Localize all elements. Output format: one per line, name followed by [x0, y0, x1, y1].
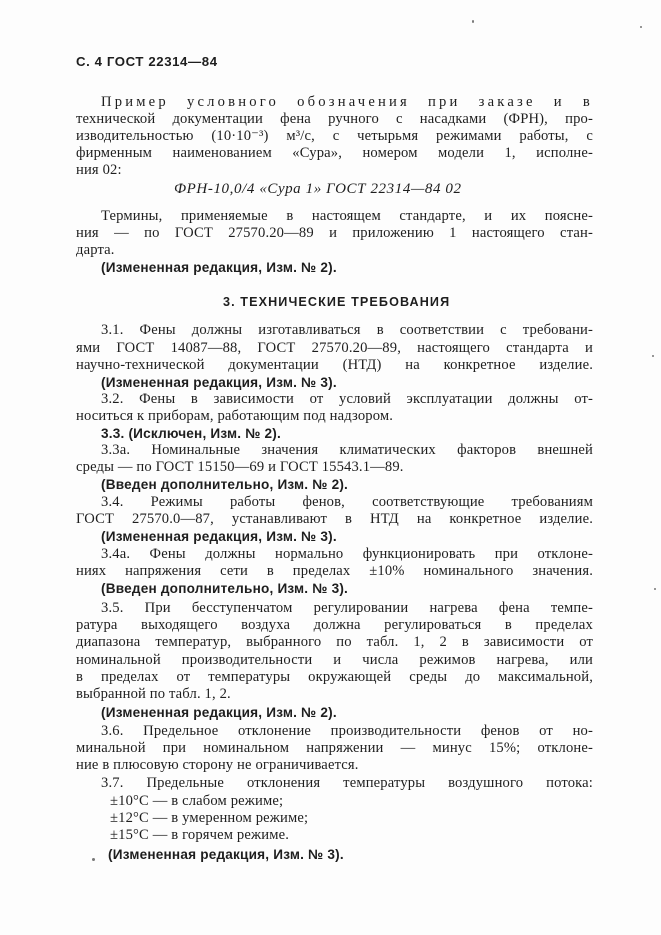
- p3-3a-line-2: среды — по ГОСТ 15150—69 и ГОСТ 15543.1—89.: [76, 459, 404, 475]
- p3-1-note: (Измененная редакция, Изм. № 3).: [101, 375, 337, 390]
- example-line-4: фирменным наименованием «Сура», номером модели 1, исполне-: [76, 145, 593, 161]
- p3-5-line-6: выбранной по табл. 1, 2.: [76, 686, 231, 702]
- p3-7-item-2: ±12°С — в умеренном режиме;: [110, 810, 309, 826]
- terms-line-3: дарта.: [76, 242, 115, 258]
- scan-speck: [92, 858, 95, 861]
- p3-4-line-2: ГОСТ 27570.0—87, устанавливают в НТД на конкретное изделие.: [76, 511, 593, 527]
- p3-4-note: (Измененная редакция, Изм. № 3).: [101, 529, 337, 544]
- p3-3a-line-1: 3.3а. Номинальные значения климатических факторов внешней: [101, 442, 593, 458]
- terms-line-2: ния — по ГОСТ 27570.20—89 и приложению 1 настоящего стан-: [76, 225, 593, 241]
- p3-4-line-1: 3.4. Режимы работы фенов, соответствующие требованиям: [101, 494, 593, 510]
- p3-7-note: (Измененная редакция, Изм. № 3).: [108, 847, 344, 862]
- p3-5-line-2: ратура выходящего воздуха должна регулироваться в пределах: [76, 617, 593, 633]
- p3-2-line-1: 3.2. Фены в зависимости от условий эксплуатации должны от-: [101, 391, 593, 407]
- example-line-1: Пример условного обозначения при заказе и в: [101, 94, 593, 110]
- p3-1-line-1: 3.1. Фены должны изготавливаться в соответствии с требовани-: [101, 322, 593, 338]
- example-line-3: изводительностью (10·10⁻³) м³/с, с четырьмя режимами работы, с: [76, 128, 593, 144]
- p3-2-line-2: носиться к приборам, работающим под надзором.: [76, 408, 394, 424]
- terms-line-1: Термины, применяемые в настоящем стандарте, и их поясне-: [101, 208, 593, 224]
- p3-4a-line-2: ниях напряжения сети в пределах ±10% номинального значения.: [76, 563, 593, 579]
- p3-7-line-1: 3.7. Предельные отклонения температуры воздушного потока:: [101, 775, 593, 791]
- p3-4a-note: (Введен дополнительно, Изм. № 3).: [101, 581, 349, 596]
- p3-1-line-2: ями ГОСТ 14087—88, ГОСТ 27570.20—89, настоящего стандарта и: [76, 340, 593, 356]
- p3-6-line-1: 3.6. Предельное отклонение производительности фенов от но-: [101, 723, 593, 739]
- scan-speck: [652, 355, 654, 357]
- section-title: 3. ТЕХНИЧЕСКИЕ ТРЕБОВАНИЯ: [223, 295, 451, 309]
- p3-6-line-3: ние в плюсовую сторону не ограничивается.: [76, 757, 359, 773]
- p3-1-line-3: научно-технической документации (НТД) на конкретное изделие.: [76, 357, 593, 373]
- p3-6-line-2: минальной при номинальном напряжении — минус 15%; отклоне-: [76, 740, 593, 756]
- p3-7-item-1: ±10°С — в слабом режиме;: [110, 793, 284, 809]
- p3-4a-line-1: 3.4а. Фены должны нормально функционировать при отклоне-: [101, 546, 593, 562]
- p3-5-note: (Измененная редакция, Изм. № 2).: [101, 705, 337, 720]
- scan-speck: [654, 588, 656, 590]
- scan-speck: [472, 20, 474, 23]
- p3-7-item-3: ±15°С — в горячем режиме.: [110, 827, 290, 843]
- page-header: С. 4 ГОСТ 22314—84: [76, 54, 218, 69]
- p3-3a-note: (Введен дополнительно, Изм. № 2).: [101, 477, 349, 492]
- example-line-2: технической документации фена ручного с насадками (ФРН), про-: [76, 111, 593, 127]
- amendment-note: (Измененная редакция, Изм. № 2).: [101, 260, 337, 275]
- scan-speck: [640, 26, 642, 28]
- p3-5-line-1: 3.5. При бесступенчатом регулировании нагрева фена темпе-: [101, 600, 593, 616]
- p3-3: 3.3. (Исключен, Изм. № 2).: [101, 426, 282, 441]
- designation-example: ФРН-10,0/4 «Сура 1» ГОСТ 22314—84 02: [174, 181, 462, 197]
- example-line-5: ния 02:: [76, 162, 122, 178]
- p3-5-line-5: в пределах от температуры окружающей среды до максимальной,: [76, 669, 593, 685]
- p3-5-line-4: номинальной производительности и числа режимов нагрева, или: [76, 652, 593, 668]
- p3-5-line-3: диапазона температур, выбранного по табл. 1, 2 в зависимости от: [76, 634, 593, 650]
